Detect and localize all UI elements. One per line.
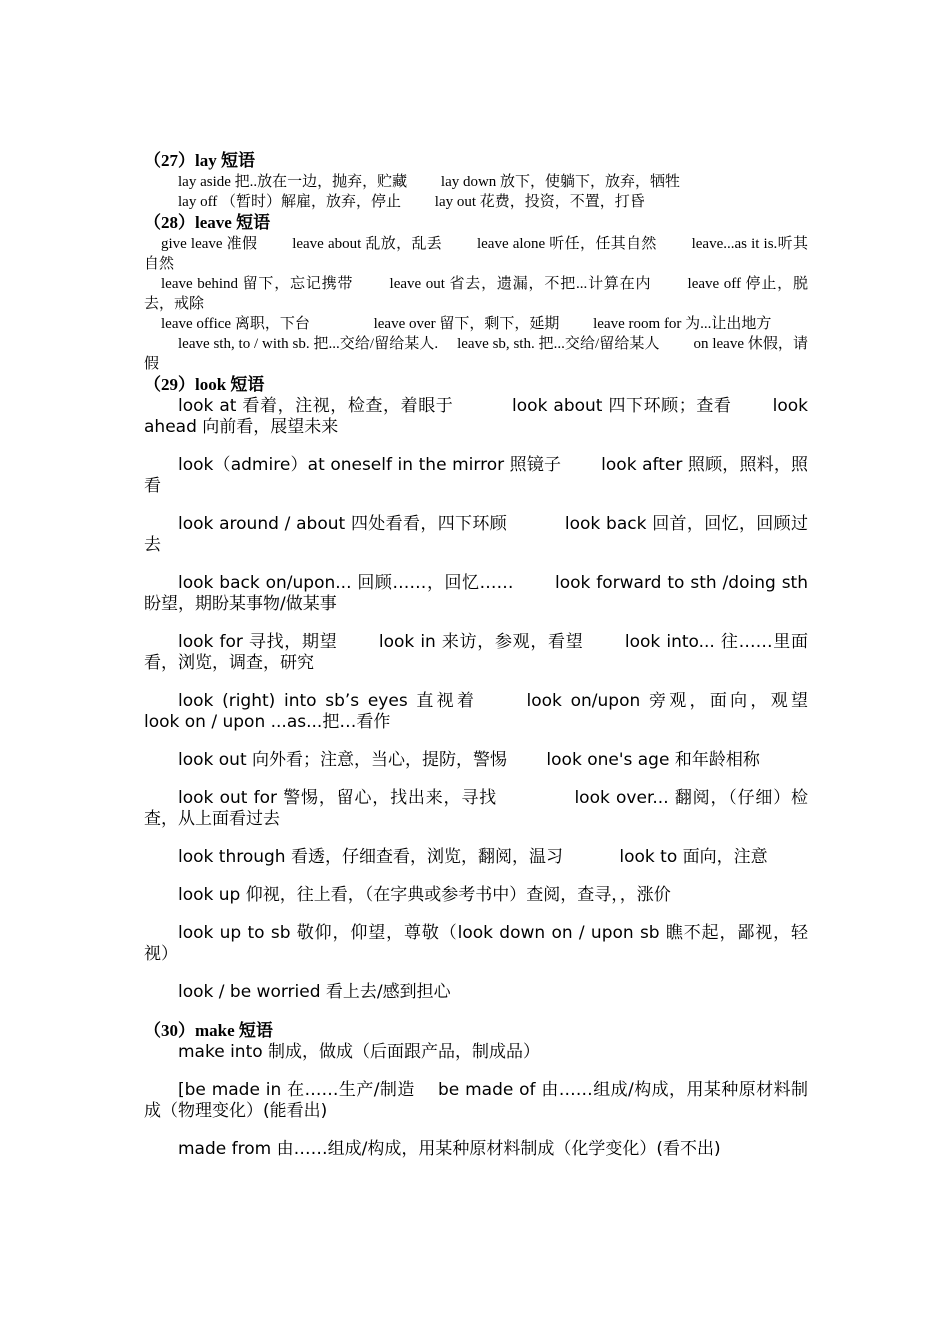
- look-item: look up 仰视，往上看，（在字典或参考书中）查阅，查寻，，涨价: [178, 885, 671, 905]
- look-item: look up to sb 敬仰，仰望，尊敬（look down on / upon sb 瞧不起，鄙视，轻视）: [144, 923, 808, 964]
- look-item: look around / about 四处看看，四下环顾 look back 回首，回忆，回顾过去: [144, 514, 808, 555]
- leave-line-4: leave sth, to / with sb. 把...交给/留给某人. leave sb, sth. 把...交给/留给某人 on leave 休假，请假: [144, 336, 808, 372]
- lay-line-2: lay off （暂时）解雇，放弃，停止 lay out 花费，投资，不置，打昏: [178, 194, 645, 210]
- look-item: look（admire）at oneself in the mirror 照镜子 look after 照顾，照料，照看: [144, 455, 808, 496]
- look-item: look (right) into sb’s eyes 直视着 look on/upon 旁观，面向，观望 look on / upon ...as...把…看作: [144, 691, 859, 732]
- section-heading-leave: （28）leave 短语: [144, 213, 271, 232]
- make-item: [be made in 在……生产/制造 be made of 由……组成/构成，用某种原材料制成（物理变化）(能看出): [144, 1080, 808, 1121]
- document-page: [144, 150, 859, 1177]
- section-heading-make: （30）make 短语: [144, 1021, 273, 1040]
- look-item: look through 看透，仔细查看，浏览，翻阅，温习 look to 面向，注意: [178, 847, 768, 867]
- look-item: look out for 警惕，留心，找出来，寻找 look over... 翻阅，（仔细）检查，从上面看过去: [144, 788, 808, 829]
- leave-line-1: give leave 准假 leave about 乱放，乱丢 leave alone 听任，任其自然 leave...as it is.听其自然: [144, 236, 808, 272]
- look-item: look out 向外看；注意，当心，提防，警惕 look one's age 和年龄相称: [178, 750, 760, 770]
- section-heading-lay: （27）lay 短语: [144, 151, 255, 170]
- look-item: look for 寻找，期望 look in 来访，参观，看望 look into... 往……里面看，浏览，调查，研究: [144, 632, 809, 673]
- make-item: make into 制成，做成（后面跟产品，制成品）: [178, 1042, 541, 1062]
- leave-line-2: leave behind 留下，忘记携带 leave out 省去，遗漏，不把...计算在内 leave off 停止，脱去，戒除: [144, 276, 808, 312]
- section-heading-look: （29）look 短语: [144, 375, 265, 394]
- look-item: look / be worried 看上去/感到担心: [178, 982, 451, 1002]
- lay-line-1: lay aside 把..放在一边，抛弃，贮藏 lay down 放下，使躺下，放弃，牺牲: [178, 174, 681, 190]
- look-item: look at 看着，注视，检查，着眼于 look about 四下环顾；查看 look ahead 向前看，展望未来: [144, 396, 808, 437]
- leave-line-3: leave office 离职，下台 leave over 留下，剩下，延期 leave room for 为...让出地方: [161, 316, 772, 332]
- look-item: look back on/upon... 回顾……，回忆…… look forward to sth /doing sth 盼望，期盼某事物/做某事: [144, 573, 808, 614]
- make-item: made from 由……组成/构成，用某种原材料制成（化学变化）(看不出): [178, 1139, 721, 1159]
